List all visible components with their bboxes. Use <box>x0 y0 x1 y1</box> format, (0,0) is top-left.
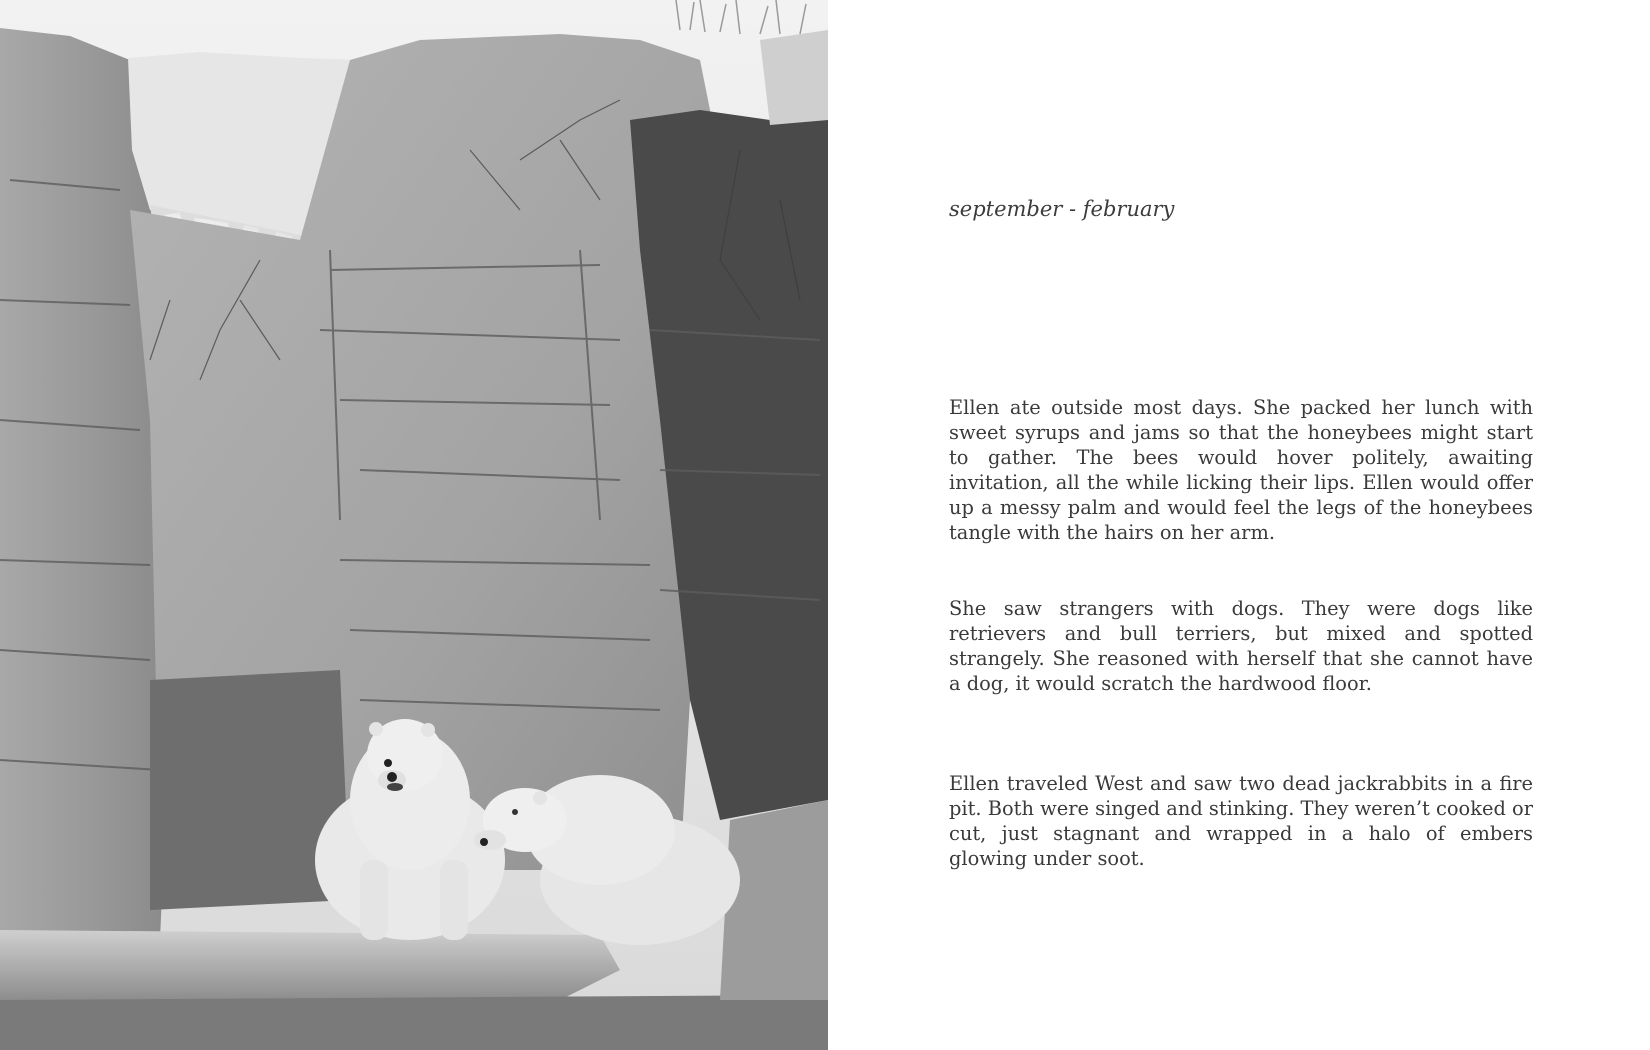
section-subtitle: september - february <box>949 197 1175 221</box>
text-page <box>949 0 1533 1050</box>
paragraph-honeybees: Ellen ate outside most days. She packed her lunch with sweet syrups and jams so that the honeybees might start to gather. The bees would hover politely, awaiting invitation, all the while licking their lips. Ellen would offer up a messy palm and would feel the legs of the honeybees tangle with the hairs on her arm. <box>949 396 1533 544</box>
paragraph-dogs: She saw strangers with dogs. They were dogs like retrievers and bull terriers, but mixed and spotted strangely. She reasoned with herself that she cannot have a dog, it would scratch the hardwood floor. <box>949 597 1533 695</box>
paragraph-jackrabbits: Ellen traveled West and saw two dead jackrabbits in a fire pit. Both were singed and stinking. They weren’t cooked or cut, just stagnant and wrapped in a halo of embers glowing under soot. <box>949 772 1533 870</box>
